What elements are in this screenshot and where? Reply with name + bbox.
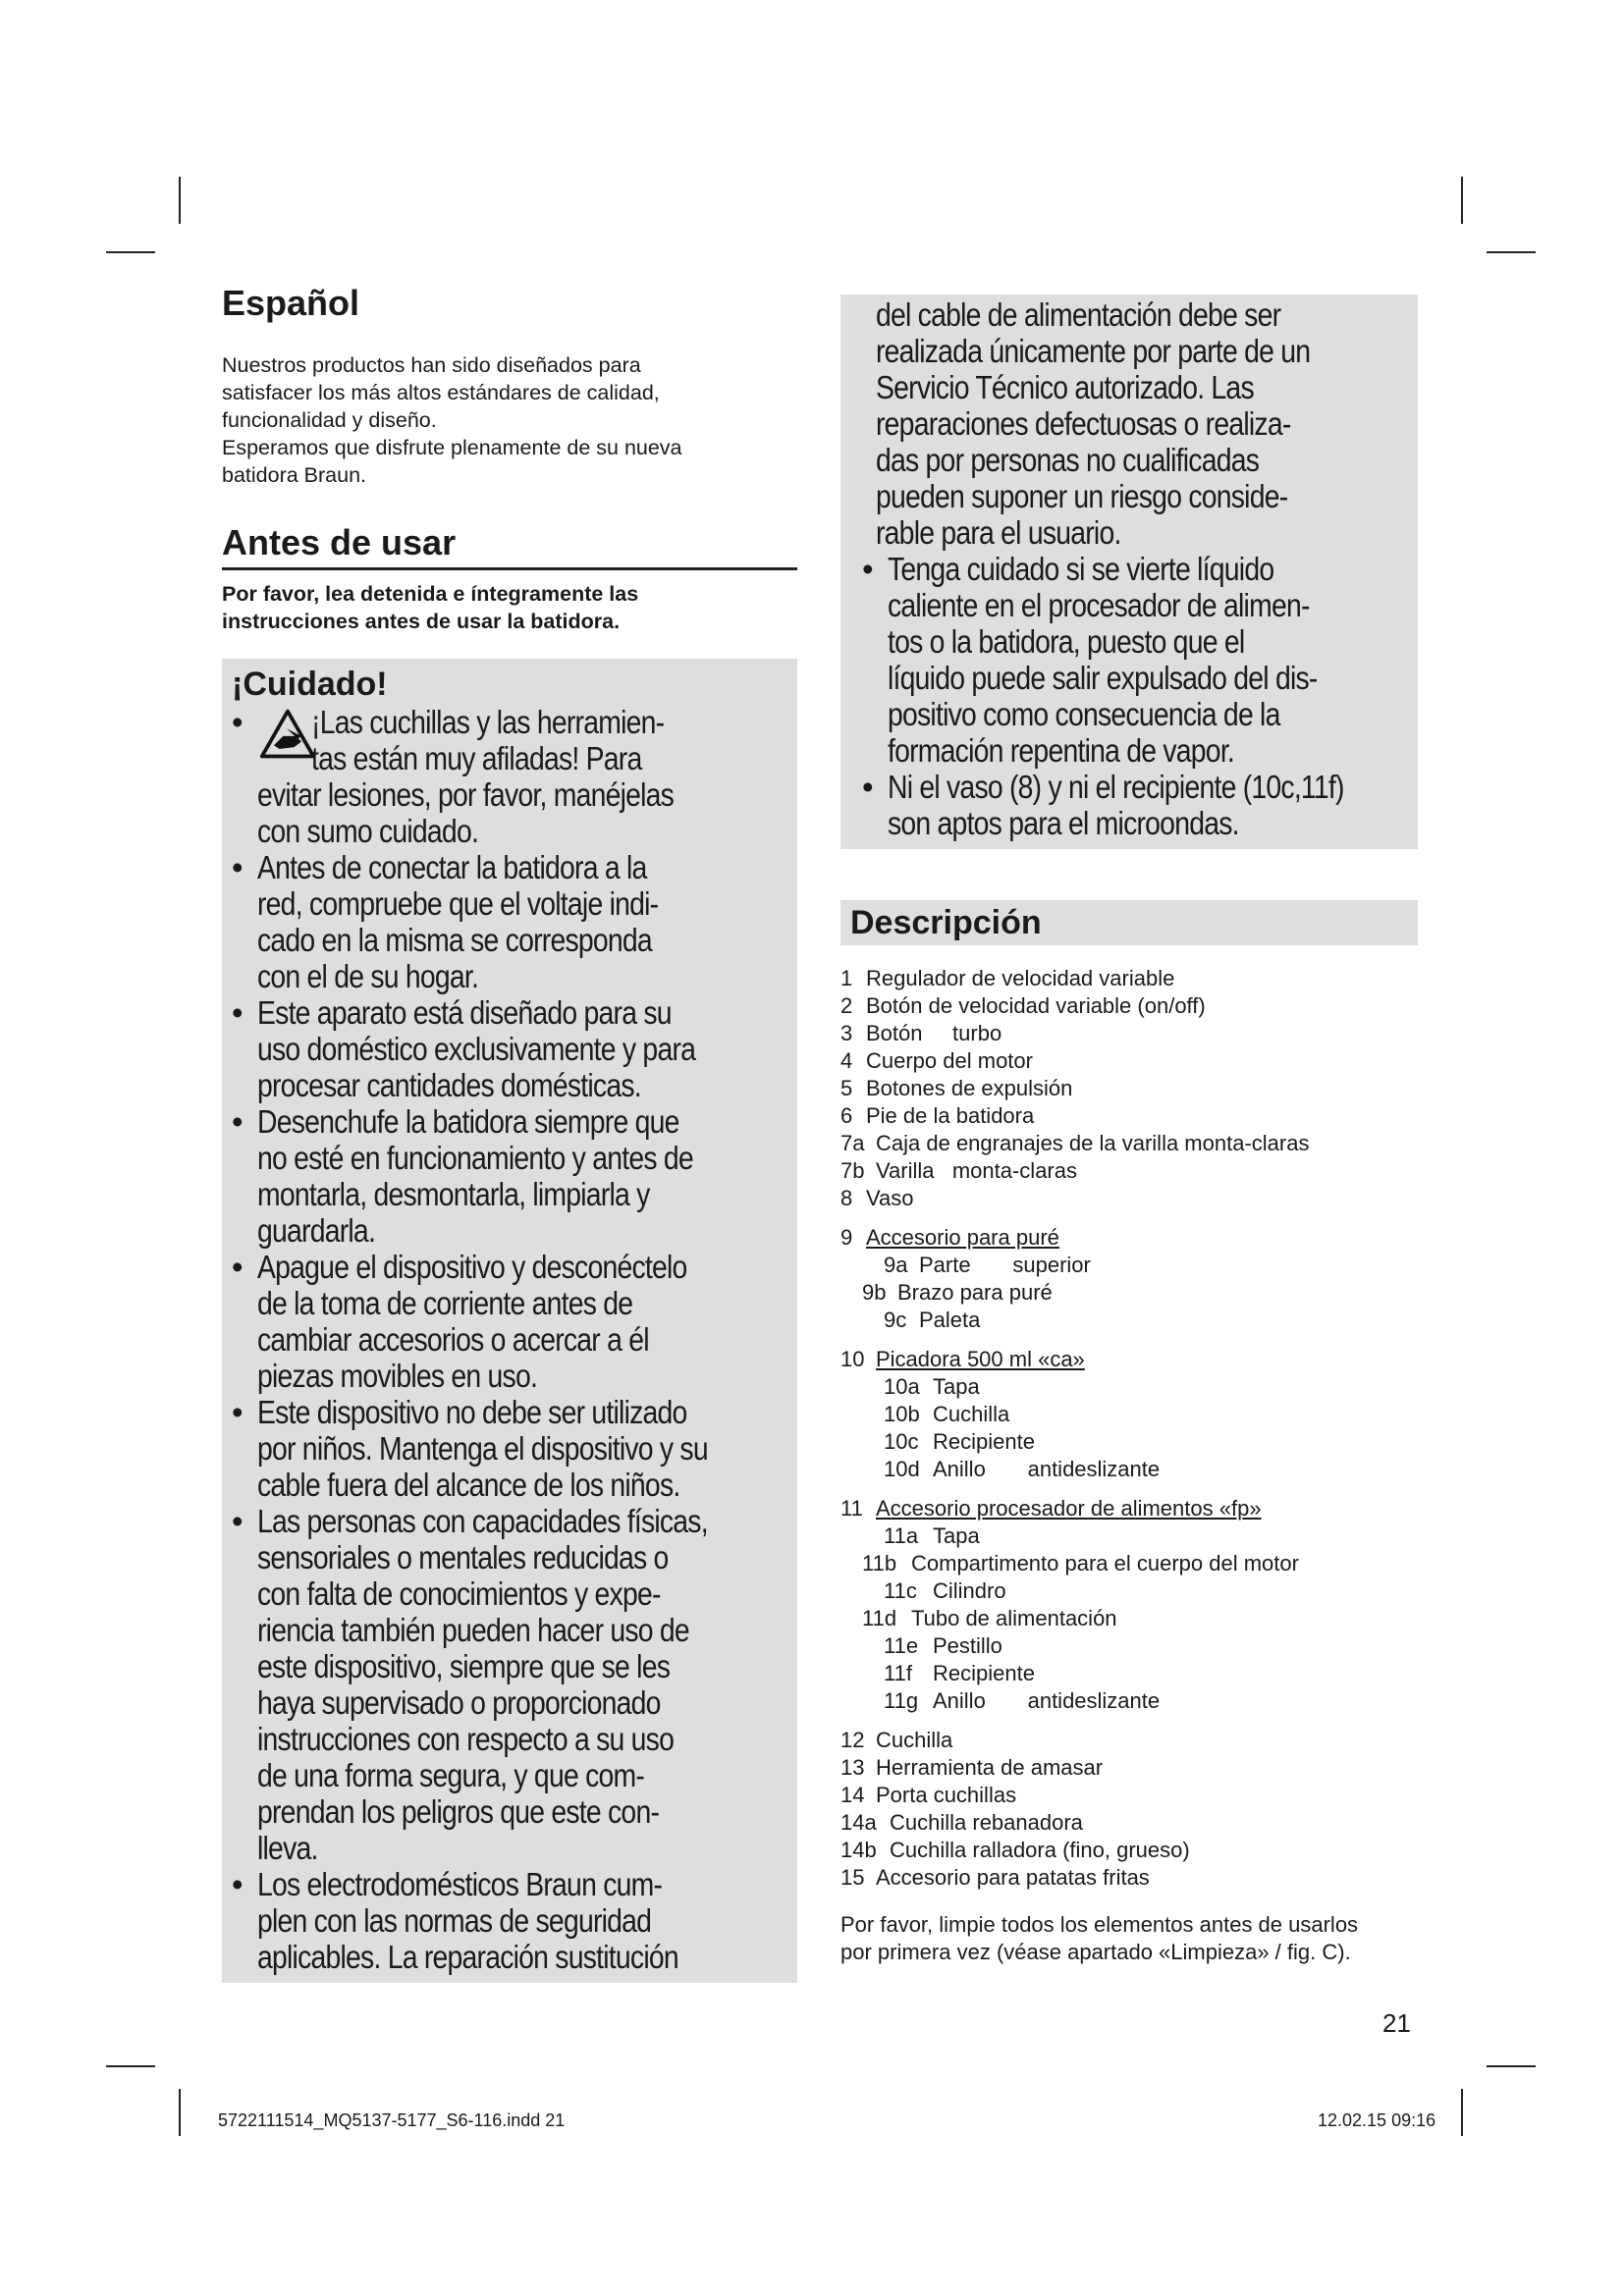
item-number: 9 <box>840 1225 853 1250</box>
instruction-line: Por favor, lea detenida e íntegramente las <box>222 582 639 606</box>
warning-line: cable fuera del alcance de los niños. <box>257 1467 680 1503</box>
warning-item <box>862 551 1412 769</box>
item-label: Compartimento para el cuerpo del motor <box>911 1551 1299 1575</box>
warning-line: Desenchufe la batidora siempre que <box>257 1103 679 1140</box>
warning-line: sensoriales o mentales reducidas o <box>257 1539 669 1575</box>
warning-line: riencia también pueden hacer uso de <box>257 1612 689 1648</box>
warning-line: haya supervisado o proporcionado <box>257 1684 661 1721</box>
intro-line: Nuestros productos han sido diseñados para <box>222 353 641 377</box>
bullet-icon: • <box>232 849 243 885</box>
item-label: Cuchilla rebanadora <box>890 1810 1083 1835</box>
before-use-instruction <box>222 580 797 635</box>
item-number: 7a <box>840 1131 865 1155</box>
description-item <box>840 1428 1418 1456</box>
warning-line: piezas movibles en uso. <box>257 1358 538 1394</box>
warning-line: procesar cantidades domésticas. <box>257 1067 641 1103</box>
item-label: Recipiente <box>933 1429 1035 1454</box>
item-number: 11c <box>884 1578 917 1603</box>
item-label: Recipiente <box>933 1661 1035 1685</box>
description-item <box>840 1047 1418 1075</box>
warning-list <box>232 704 793 1975</box>
crop-mark <box>1461 177 1463 224</box>
item-label: Tapa <box>933 1374 980 1399</box>
warning-line: prendan los peligros que este con- <box>257 1793 660 1830</box>
bullet-icon: • <box>232 1866 243 1902</box>
item-number: 11 <box>840 1496 863 1521</box>
description-item <box>840 1495 1418 1522</box>
crop-mark <box>1487 251 1536 253</box>
warning-line: pueden suponer un riesgo conside- <box>876 478 1288 514</box>
item-number: 11b <box>862 1551 897 1575</box>
description-item <box>840 1130 1418 1157</box>
item-number: 14b <box>840 1838 877 1862</box>
warning-line: formación repentina de vapor. <box>888 732 1235 769</box>
item-number: 7b <box>840 1158 865 1183</box>
item-label: Parte superior <box>919 1253 1091 1277</box>
item-number: 11d <box>862 1606 897 1630</box>
description-item <box>840 1307 1418 1334</box>
item-label: Regulador de velocidad variable <box>866 966 1175 990</box>
item-number: 4 <box>840 1048 853 1073</box>
item-label: Cuchilla <box>933 1402 1010 1426</box>
bullet-icon: • <box>232 994 243 1031</box>
item-label: Tubo de alimentación <box>911 1606 1117 1630</box>
warning-line: cado en la misma se corresponda <box>257 922 652 958</box>
description-item <box>840 1727 1418 1754</box>
description-item <box>840 1102 1418 1130</box>
item-number: 5 <box>840 1076 853 1100</box>
description-item <box>840 1456 1418 1483</box>
warning-line: das por personas no cualificadas <box>876 442 1260 478</box>
warning-line: este dispositivo, siempre que se les <box>257 1648 671 1684</box>
description-title: Descripción <box>840 900 1418 945</box>
intro-text <box>222 351 797 489</box>
item-label: Cuchilla <box>876 1728 953 1752</box>
section-title-before-use: Antes de usar <box>222 522 797 570</box>
item-number: 11a <box>884 1523 919 1548</box>
warning-line: aplicables. La reparación sustitución <box>257 1939 678 1975</box>
intro-line: funcionalidad y diseño. <box>222 408 437 432</box>
item-label: Cuchilla ralladora (fino, grueso) <box>890 1838 1190 1862</box>
warning-line: plen con las normas de seguridad <box>257 1902 652 1939</box>
bullet-icon: • <box>232 704 243 740</box>
item-number: 14a <box>840 1810 877 1835</box>
item-number: 10a <box>884 1374 920 1399</box>
item-number: 3 <box>840 1021 853 1045</box>
description-item <box>840 1782 1418 1809</box>
right-column <box>840 294 1418 1966</box>
warning-line: montarla, desmontarla, limpiarla y <box>257 1176 650 1212</box>
description-item <box>840 1550 1418 1577</box>
item-label: Caja de engranajes de la varilla monta-claras <box>876 1131 1310 1155</box>
warning-line: de la toma de corriente antes de <box>257 1285 633 1321</box>
warning-line: positivo como consecuencia de la <box>888 696 1280 732</box>
warning-line: con sumo cuidado. <box>257 813 479 849</box>
item-label: Pestillo <box>933 1633 1002 1658</box>
language-heading: Español <box>222 283 360 323</box>
warning-line: ¡Las cuchillas y las herramien- <box>311 704 665 740</box>
warning-continued-box <box>840 294 1418 849</box>
warning-line: Antes de conectar la batidora a la <box>257 849 647 885</box>
warning-line: Este aparato está diseñado para su <box>257 994 672 1031</box>
warning-line: Tenga cuidado si se vierte líquido <box>888 551 1274 587</box>
warning-line: con el de su hogar. <box>257 958 479 994</box>
hand-blade-warning-icon <box>259 708 316 761</box>
description-item <box>840 1754 1418 1782</box>
item-number: 11e <box>884 1633 919 1658</box>
list-gap <box>840 1715 1418 1727</box>
warning-line: uso doméstico exclusivamente y para <box>257 1031 696 1067</box>
warning-item <box>232 1503 793 1866</box>
warning-item <box>232 994 793 1103</box>
description-note <box>840 1911 1418 1966</box>
description-item <box>840 1864 1418 1892</box>
description-item <box>840 1605 1418 1632</box>
warning-line: rable para el usuario. <box>876 514 1121 551</box>
description-item <box>840 1660 1418 1687</box>
item-number: 6 <box>840 1103 853 1128</box>
warning-item <box>232 1394 793 1503</box>
left-column <box>222 283 797 1983</box>
note-line: por primera vez (véase apartado «Limpieza» / fig. C). <box>840 1940 1351 1964</box>
item-number: 10d <box>884 1457 920 1481</box>
bullet-icon: • <box>232 1249 243 1285</box>
bullet-icon: • <box>232 1103 243 1140</box>
warning-line: tos o la batidora, puesto que el <box>888 623 1245 660</box>
warning-line: Los electrodomésticos Braun cum- <box>257 1866 663 1902</box>
item-label: Cilindro <box>933 1578 1006 1603</box>
warning-line: Las personas con capacidades físicas, <box>257 1503 708 1539</box>
warning-line: Ni el vaso (8) y ni el recipiente (10c,11f) <box>888 769 1344 805</box>
crop-mark <box>106 251 155 253</box>
page-number: 21 <box>1382 2008 1411 2038</box>
item-label: Accesorio procesador de alimentos «fp» <box>876 1496 1262 1521</box>
item-number: 10c <box>884 1429 919 1454</box>
crop-mark <box>179 2089 181 2136</box>
warning-line: evitar lesiones, por favor, manéjelas <box>257 776 675 813</box>
crop-mark <box>1487 2065 1536 2067</box>
item-label: Varilla monta-claras <box>876 1158 1077 1183</box>
description-item <box>840 1252 1418 1279</box>
description-item <box>840 1373 1418 1401</box>
item-label: Tapa <box>933 1523 980 1548</box>
item-number: 9c <box>884 1308 907 1332</box>
item-label: Anillo antideslizante <box>933 1457 1161 1481</box>
warning-line: cambiar accesorios o acercar a él <box>257 1321 649 1358</box>
imprint-file: 5722111514_MQ5137-5177_S6-116.indd 21 <box>218 2110 566 2130</box>
description-item <box>840 1632 1418 1660</box>
intro-line: satisfacer los más altos estándares de calidad, <box>222 381 660 404</box>
warning-line: tas están muy afiladas! Para <box>311 740 642 776</box>
bullet-icon: • <box>862 769 873 805</box>
item-label: Vaso <box>866 1186 914 1210</box>
warning-continued-text <box>862 296 1412 551</box>
intro-line: Esperamos que disfrute plenamente de su nueva <box>222 436 682 459</box>
item-label: Botón de velocidad variable (on/off) <box>866 993 1206 1018</box>
item-number: 2 <box>840 993 853 1018</box>
warning-line: del cable de alimentación debe ser <box>876 296 1281 333</box>
crop-mark <box>106 2065 155 2067</box>
warning-item <box>862 769 1412 841</box>
warning-line: por niños. Mantenga el dispositivo y su <box>257 1430 708 1467</box>
list-gap <box>840 1483 1418 1495</box>
bullet-icon: • <box>862 551 873 587</box>
bullet-icon: • <box>232 1503 243 1539</box>
imprint-datetime: 12.02.15 09:16 <box>1318 2110 1436 2130</box>
item-number: 12 <box>840 1728 865 1752</box>
warning-line: Apague el dispositivo y desconéctelo <box>257 1249 687 1285</box>
note-line: Por favor, limpie todos los elementos antes de usarlos <box>840 1912 1359 1937</box>
description-item <box>840 1687 1418 1715</box>
description-item <box>840 1020 1418 1047</box>
warning-line: líquido puede salir expulsado del dis- <box>888 660 1318 696</box>
item-label: Pie de la batidora <box>866 1103 1035 1128</box>
description-item <box>840 1075 1418 1102</box>
item-label: Brazo para puré <box>897 1280 1053 1305</box>
warning-line: no esté en funcionamiento y antes de <box>257 1140 693 1176</box>
warning-title: ¡Cuidado! <box>232 666 388 703</box>
description-item <box>840 1185 1418 1212</box>
warning-continued-list <box>862 551 1412 841</box>
warning-line: Servicio Técnico autorizado. Las <box>876 369 1254 405</box>
item-label: Botones de expulsión <box>866 1076 1073 1100</box>
item-number: 9b <box>862 1280 887 1305</box>
item-number: 9a <box>884 1253 908 1277</box>
item-label: Accesorio para patatas fritas <box>876 1865 1150 1890</box>
item-number: 14 <box>840 1783 865 1807</box>
item-label: Picadora 500 ml «ca» <box>876 1347 1085 1371</box>
warning-box <box>222 659 797 1983</box>
intro-line: batidora Braun. <box>222 463 367 487</box>
description-item <box>840 1346 1418 1373</box>
description-item <box>840 1279 1418 1307</box>
warning-line: instrucciones con respecto a su uso <box>257 1721 675 1757</box>
warning-item <box>232 704 793 849</box>
warning-line: reparaciones defectuosas o realiza- <box>876 405 1291 442</box>
description-item <box>840 1837 1418 1864</box>
warning-item <box>232 849 793 994</box>
warning-item <box>232 1866 793 1975</box>
description-item <box>840 1522 1418 1550</box>
item-label: Herramienta de amasar <box>876 1755 1104 1780</box>
warning-item <box>232 1103 793 1249</box>
item-label: Cuerpo del motor <box>866 1048 1033 1073</box>
item-number: 11g <box>884 1688 919 1713</box>
warning-line: son aptos para el microondas. <box>888 805 1239 841</box>
item-label: Botón turbo <box>866 1021 1002 1045</box>
warning-line: con falta de conocimientos y expe- <box>257 1575 661 1612</box>
list-gap <box>840 1212 1418 1224</box>
item-label: Paleta <box>919 1308 981 1332</box>
description-item <box>840 1577 1418 1605</box>
item-number: 8 <box>840 1186 853 1210</box>
item-label: Anillo antideslizante <box>933 1688 1161 1713</box>
description-item <box>840 1809 1418 1837</box>
item-label: Accesorio para puré <box>866 1225 1059 1250</box>
crop-mark <box>179 177 181 224</box>
warning-item <box>232 1249 793 1394</box>
list-gap <box>840 1334 1418 1346</box>
item-number: 11f <box>884 1661 912 1685</box>
warning-line: Este dispositivo no debe ser utilizado <box>257 1394 687 1430</box>
item-number: 1 <box>840 966 853 990</box>
warning-line: de una forma segura, y que com- <box>257 1757 645 1793</box>
item-number: 10 <box>840 1347 865 1371</box>
warning-line: guardarla. <box>257 1212 376 1249</box>
warning-line: realizada únicamente por parte de un <box>876 333 1311 369</box>
description-list <box>840 965 1418 1892</box>
item-number: 10b <box>884 1402 920 1426</box>
bullet-icon: • <box>232 1394 243 1430</box>
description-item <box>840 1157 1418 1185</box>
description-item <box>840 992 1418 1020</box>
warning-line: lleva. <box>257 1830 318 1866</box>
description-item <box>840 1401 1418 1428</box>
description-item <box>840 1224 1418 1252</box>
item-number: 13 <box>840 1755 865 1780</box>
warning-line: caliente en el procesador de alimen- <box>888 587 1310 623</box>
warning-line: red, compruebe que el voltaje indi- <box>257 885 659 922</box>
item-label: Porta cuchillas <box>876 1783 1017 1807</box>
item-number: 15 <box>840 1865 865 1890</box>
instruction-line: instrucciones antes de usar la batidora. <box>222 610 621 633</box>
description-item <box>840 965 1418 992</box>
crop-mark <box>1461 2089 1463 2136</box>
